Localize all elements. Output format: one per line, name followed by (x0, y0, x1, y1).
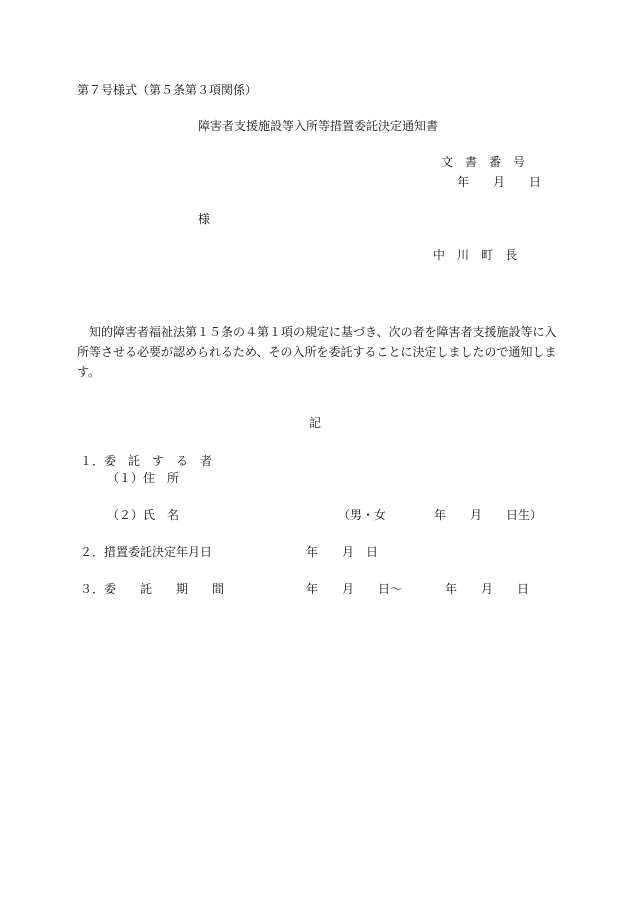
body-text: 知的障害者福祉法第１５条の４第１項の規定に基づき、次の者を障害者支援施設等に入所等させる必要が認められるため、その入所を委託することに決定しましたので通知します。 (77, 325, 557, 379)
item2-date: 年 月 日 (306, 545, 379, 559)
issue-date-label: 年 月 日 (457, 175, 542, 189)
ki-heading: 記 (309, 416, 322, 430)
item3-start-date: 年 月 日～ (306, 582, 403, 596)
form-number: 第７号様式（第５条第３項関係） (77, 83, 258, 97)
item1-gender-birth: （男・女 年 月 日生） (338, 508, 543, 522)
sender-name: 中 川 町 長 (433, 248, 518, 262)
item3-end-date: 年 月 日 (445, 582, 530, 596)
document-title: 障害者支援施設等入所等措置委託決定通知書 (198, 119, 439, 133)
item2-label: ２．措置委託決定年月日 (80, 545, 213, 559)
item1-address-label: （１）住 所 (107, 471, 180, 485)
item1-label: １．委 託 す る 者 (80, 454, 213, 468)
item3-label: ３．委 託 期 間 (80, 582, 225, 596)
addressee-suffix: 様 (198, 212, 211, 226)
item1-name-label: （２）氏 名 (107, 508, 180, 522)
doc-number-label: 文 書 番 号 (441, 155, 526, 169)
